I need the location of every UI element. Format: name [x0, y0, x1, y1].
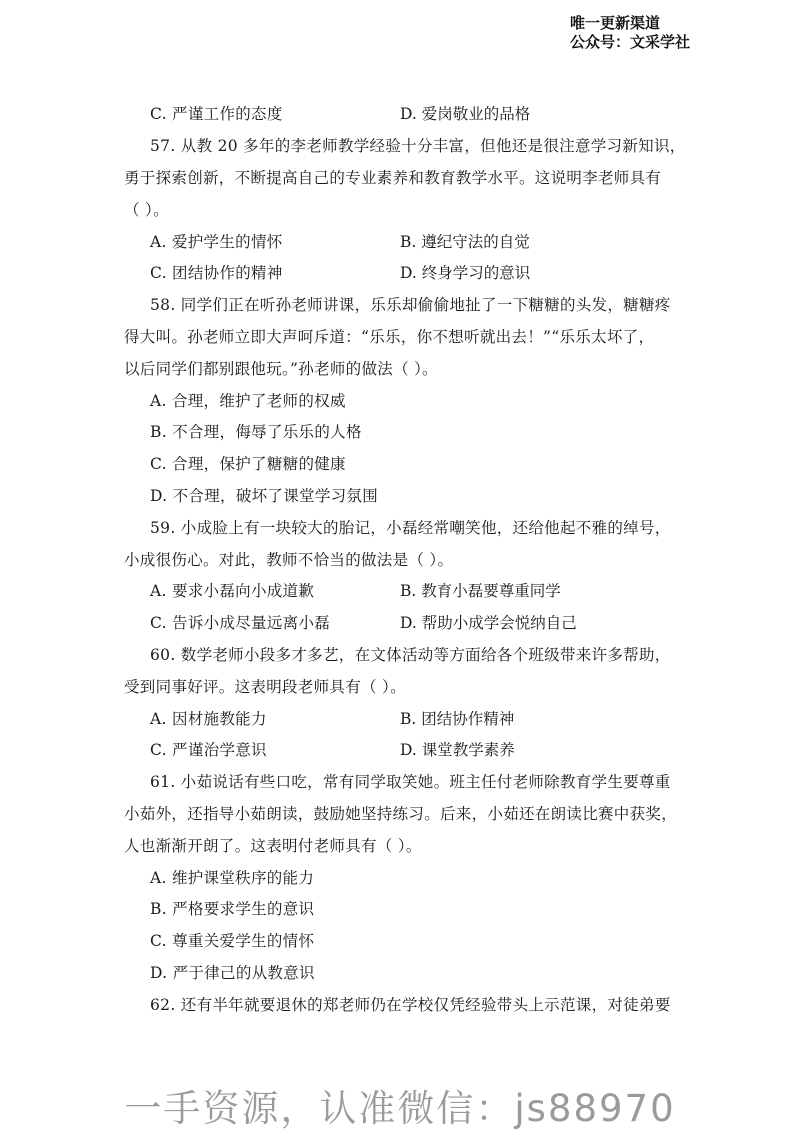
question-61-option-b: B. 严格要求学生的意识	[150, 900, 315, 918]
question-61-line-1: 61. 小茹说话有些口吃，常有同学取笑她。班主任付老师除教育学生要尊重	[150, 773, 671, 791]
question-60-option-a: A. 因材施教能力	[150, 710, 267, 728]
question-58-option-d: D. 不合理，破坏了课堂学习氛围	[150, 487, 379, 505]
question-59-line-1: 59. 小成脸上有一块较大的胎记，小磊经常嘲笑他，还给他起不雅的绰号，	[150, 519, 671, 537]
question-59-option-c: C. 告诉小成尽量远离小磊	[150, 614, 331, 632]
question-62-line-1: 62. 还有半年就要退休的郑老师仍在学校仅凭经验带头上示范课，对徒弟要	[150, 996, 671, 1014]
watermark-line-1: 唯一更新渠道	[570, 14, 661, 32]
watermark-header	[570, 14, 690, 52]
question-58-line-2: 得大叫。孙老师立即大声呵斥道：“乐乐，你不想听就出去！”“乐乐太坏了，	[124, 328, 655, 346]
question-60-option-b: B. 团结协作精神	[400, 710, 515, 728]
question-61-line-2: 小茹外，还指导小茹朗读，鼓励她坚持练习。后来，小茹还在朗读比赛中获奖，	[124, 805, 678, 823]
watermark-line-2: 公众号：文采学社	[570, 33, 691, 51]
option-c-prev: C. 严谨工作的态度	[150, 105, 283, 123]
question-57-option-b: B. 遵纪守法的自觉	[400, 233, 530, 251]
question-57-option-a: A. 爱护学生的情怀	[150, 233, 283, 251]
question-60-line-2: 受到同事好评。这表明段老师具有（ ）。	[124, 678, 406, 696]
question-61-line-3: 人也渐渐开朗了。这表明付老师具有（ ）。	[124, 837, 422, 855]
question-59-option-a: A. 要求小磊向小成道歉	[150, 582, 315, 600]
question-60-option-d: D. 课堂教学素养	[400, 741, 515, 759]
question-61-option-c: C. 尊重关爱学生的情怀	[150, 932, 315, 950]
question-58-option-a: A. 合理，维护了老师的权威	[150, 392, 346, 410]
question-57-line-3: （ ）。	[124, 201, 169, 219]
option-d-prev: D. 爱岗敬业的品格	[400, 105, 531, 123]
question-60-option-c: C. 严谨治学意识	[150, 741, 267, 759]
question-59-option-d: D. 帮助小成学会悦纳自己	[400, 614, 577, 632]
question-57-option-c: C. 团结协作的精神	[150, 264, 283, 282]
question-57-line-1: 57. 从教 20 多年的李老师教学经验十分丰富，但他还是很注意学习新知识，	[150, 137, 686, 155]
question-61-option-d: D. 严于律己的从教意识	[150, 964, 315, 982]
question-61-option-a: A. 维护课堂秩序的能力	[150, 869, 315, 887]
question-57-line-2: 勇于探索创新，不断提高自己的专业素养和教育教学水平。这说明李老师具有	[124, 169, 662, 187]
question-59-option-b: B. 教育小磊要尊重同学	[400, 582, 561, 600]
question-58-line-1: 58. 同学们正在听孙老师讲课，乐乐却偷偷地扯了一下糖糖的头发，糖糖疼	[150, 296, 671, 314]
question-58-line-3: 以后同学们都别跟他玩。”孙老师的做法（ ）。	[124, 360, 438, 378]
question-59-line-2: 小成很伤心。对此，教师不恰当的做法是（ ）。	[124, 551, 454, 569]
footer-watermark: 一手资源，认准微信：js88970	[124, 1087, 676, 1130]
question-58-option-b: B. 不合理，侮辱了乐乐的人格	[150, 423, 362, 441]
question-60-line-1: 60. 数学老师小段多才多艺，在文体活动等方面给各个班级带来许多帮助，	[150, 646, 671, 664]
question-57-option-d: D. 终身学习的意识	[400, 264, 531, 282]
question-58-option-c: C. 合理，保护了糖糖的健康	[150, 455, 346, 473]
